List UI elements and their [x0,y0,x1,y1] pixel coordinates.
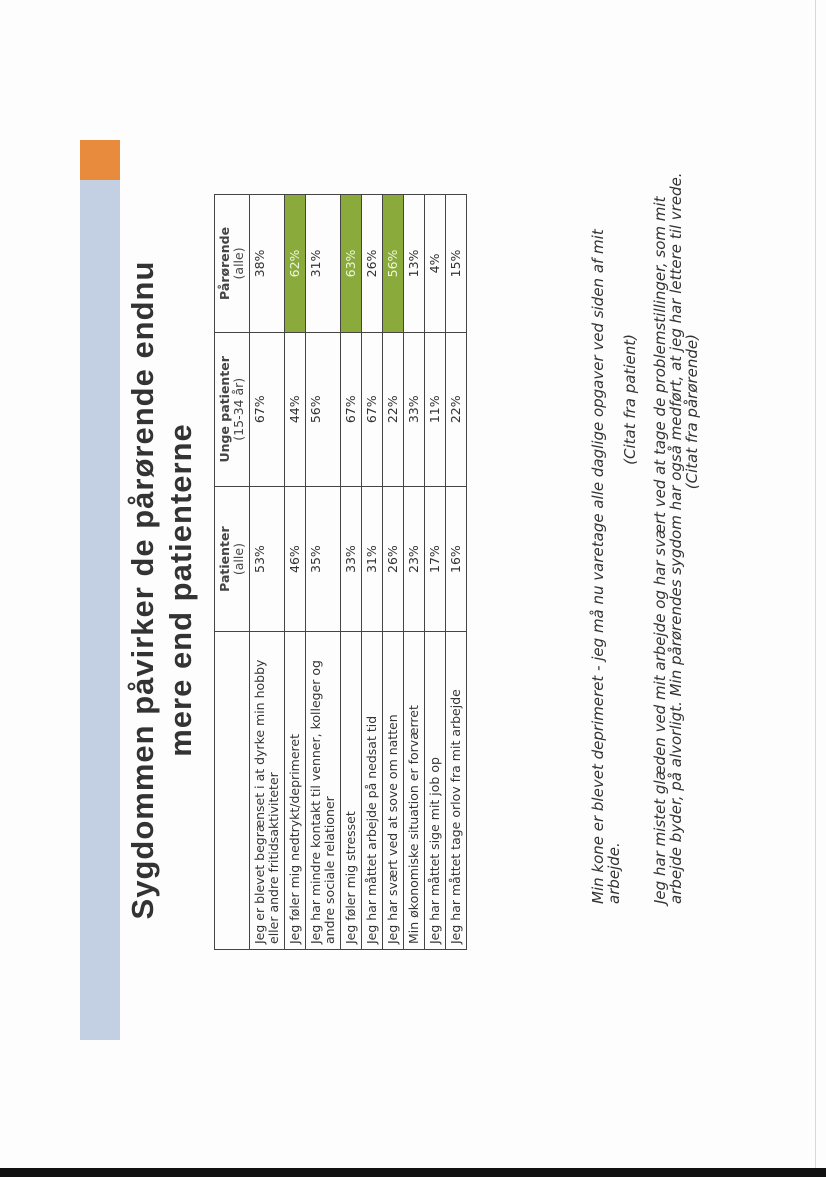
statement-cell: Jeg har mindre kontakt til venner, kolleger og andre sociale relationer [306,632,341,950]
scan-right-line [815,0,816,1168]
survey-table [214,194,467,950]
statement-cell: Jeg har måttet tage orlov fra mit arbejde [446,632,467,950]
table-row [446,195,467,950]
patienter-cell: 23% [404,486,425,632]
parorende-cell: 15% [446,195,467,333]
patienter-cell: 35% [306,486,341,632]
parorende-cell: 38% [250,195,285,333]
statement-cell: Jeg er blevet begrænset i at dyrke min hobby eller andre fritidsaktiviteter [250,632,285,950]
unge-cell: 67% [341,332,362,486]
statement-cell: Jeg har svært ved at sove om natten [383,632,404,950]
statement-cell: Min økonomiske situation er forværret [404,632,425,950]
header-unge-patienter: Unge patienter (15-34 år) [215,332,250,486]
patienter-cell: 46% [285,486,306,632]
rotated-slide [80,140,700,1040]
unge-cell: 67% [250,332,285,486]
parorende-cell: 13% [404,195,425,333]
parorende-cell-highlighted: 63% [341,195,362,333]
parorende-cell: 31% [306,195,341,333]
unge-cell: 44% [285,332,306,486]
table-row [425,195,446,950]
unge-cell: 67% [362,332,383,486]
table-row [285,195,306,950]
parorende-cell: 4% [425,195,446,333]
title-stripe [80,180,120,1040]
patienter-cell: 53% [250,486,285,632]
table-row [362,195,383,950]
quote-patient [590,164,638,904]
patienter-cell: 26% [383,486,404,632]
table-row [383,195,404,950]
quotes-section [590,164,714,904]
parorende-cell: 26% [362,195,383,333]
statement-cell: Jeg føler mig stresset [341,632,362,950]
parorende-cell-highlighted: 62% [285,195,306,333]
quote-text: Jeg har mistet glæden ved mit arbejde og har svært ved at tage de problemstillinger, som mit arbejde byder, på alvorligt. Min pårørendes sygdom har også medført, at jeg har lettere til vrede. [651,172,685,904]
table-row [250,195,285,950]
table-header-row [215,195,250,950]
table-row [404,195,425,950]
statement-cell: Jeg har måttet sige mit job op [425,632,446,950]
header-statement [215,632,250,950]
statement-cell: Jeg har måttet arbejde på nedsat tid [362,632,383,950]
patienter-cell: 17% [425,486,446,632]
title-line-1: Sygdommen påvirker de pårørende endnu [125,260,160,920]
unge-cell: 11% [425,332,446,486]
unge-cell: 33% [404,332,425,486]
scan-bottom-edge [0,1168,826,1177]
title-line-2: mere end patienterne [163,423,198,757]
title-stripe-accent [80,140,120,180]
patienter-cell: 16% [446,486,467,632]
unge-cell: 22% [383,332,404,486]
quote-citation: (Citat fra patient) [621,334,639,465]
quote-text: Min kone er blevet deprimeret - jeg må nu varetage alle daglige opgaver ved siden af mit arbejde. [589,229,623,904]
page-title [124,140,200,1040]
quote-parorende [652,164,700,904]
header-parorende: Pårørende (alle) [215,195,250,333]
unge-cell: 22% [446,332,467,486]
parorende-cell-highlighted: 56% [383,195,404,333]
patienter-cell: 33% [341,486,362,632]
table-row [306,195,341,950]
header-patienter: Patienter (alle) [215,486,250,632]
quote-citation: (Citat fra pårørende) [683,334,701,490]
unge-cell: 56% [306,332,341,486]
patienter-cell: 31% [362,486,383,632]
table-row [341,195,362,950]
statement-cell: Jeg føler mig nedtrykt/deprimeret [285,632,306,950]
